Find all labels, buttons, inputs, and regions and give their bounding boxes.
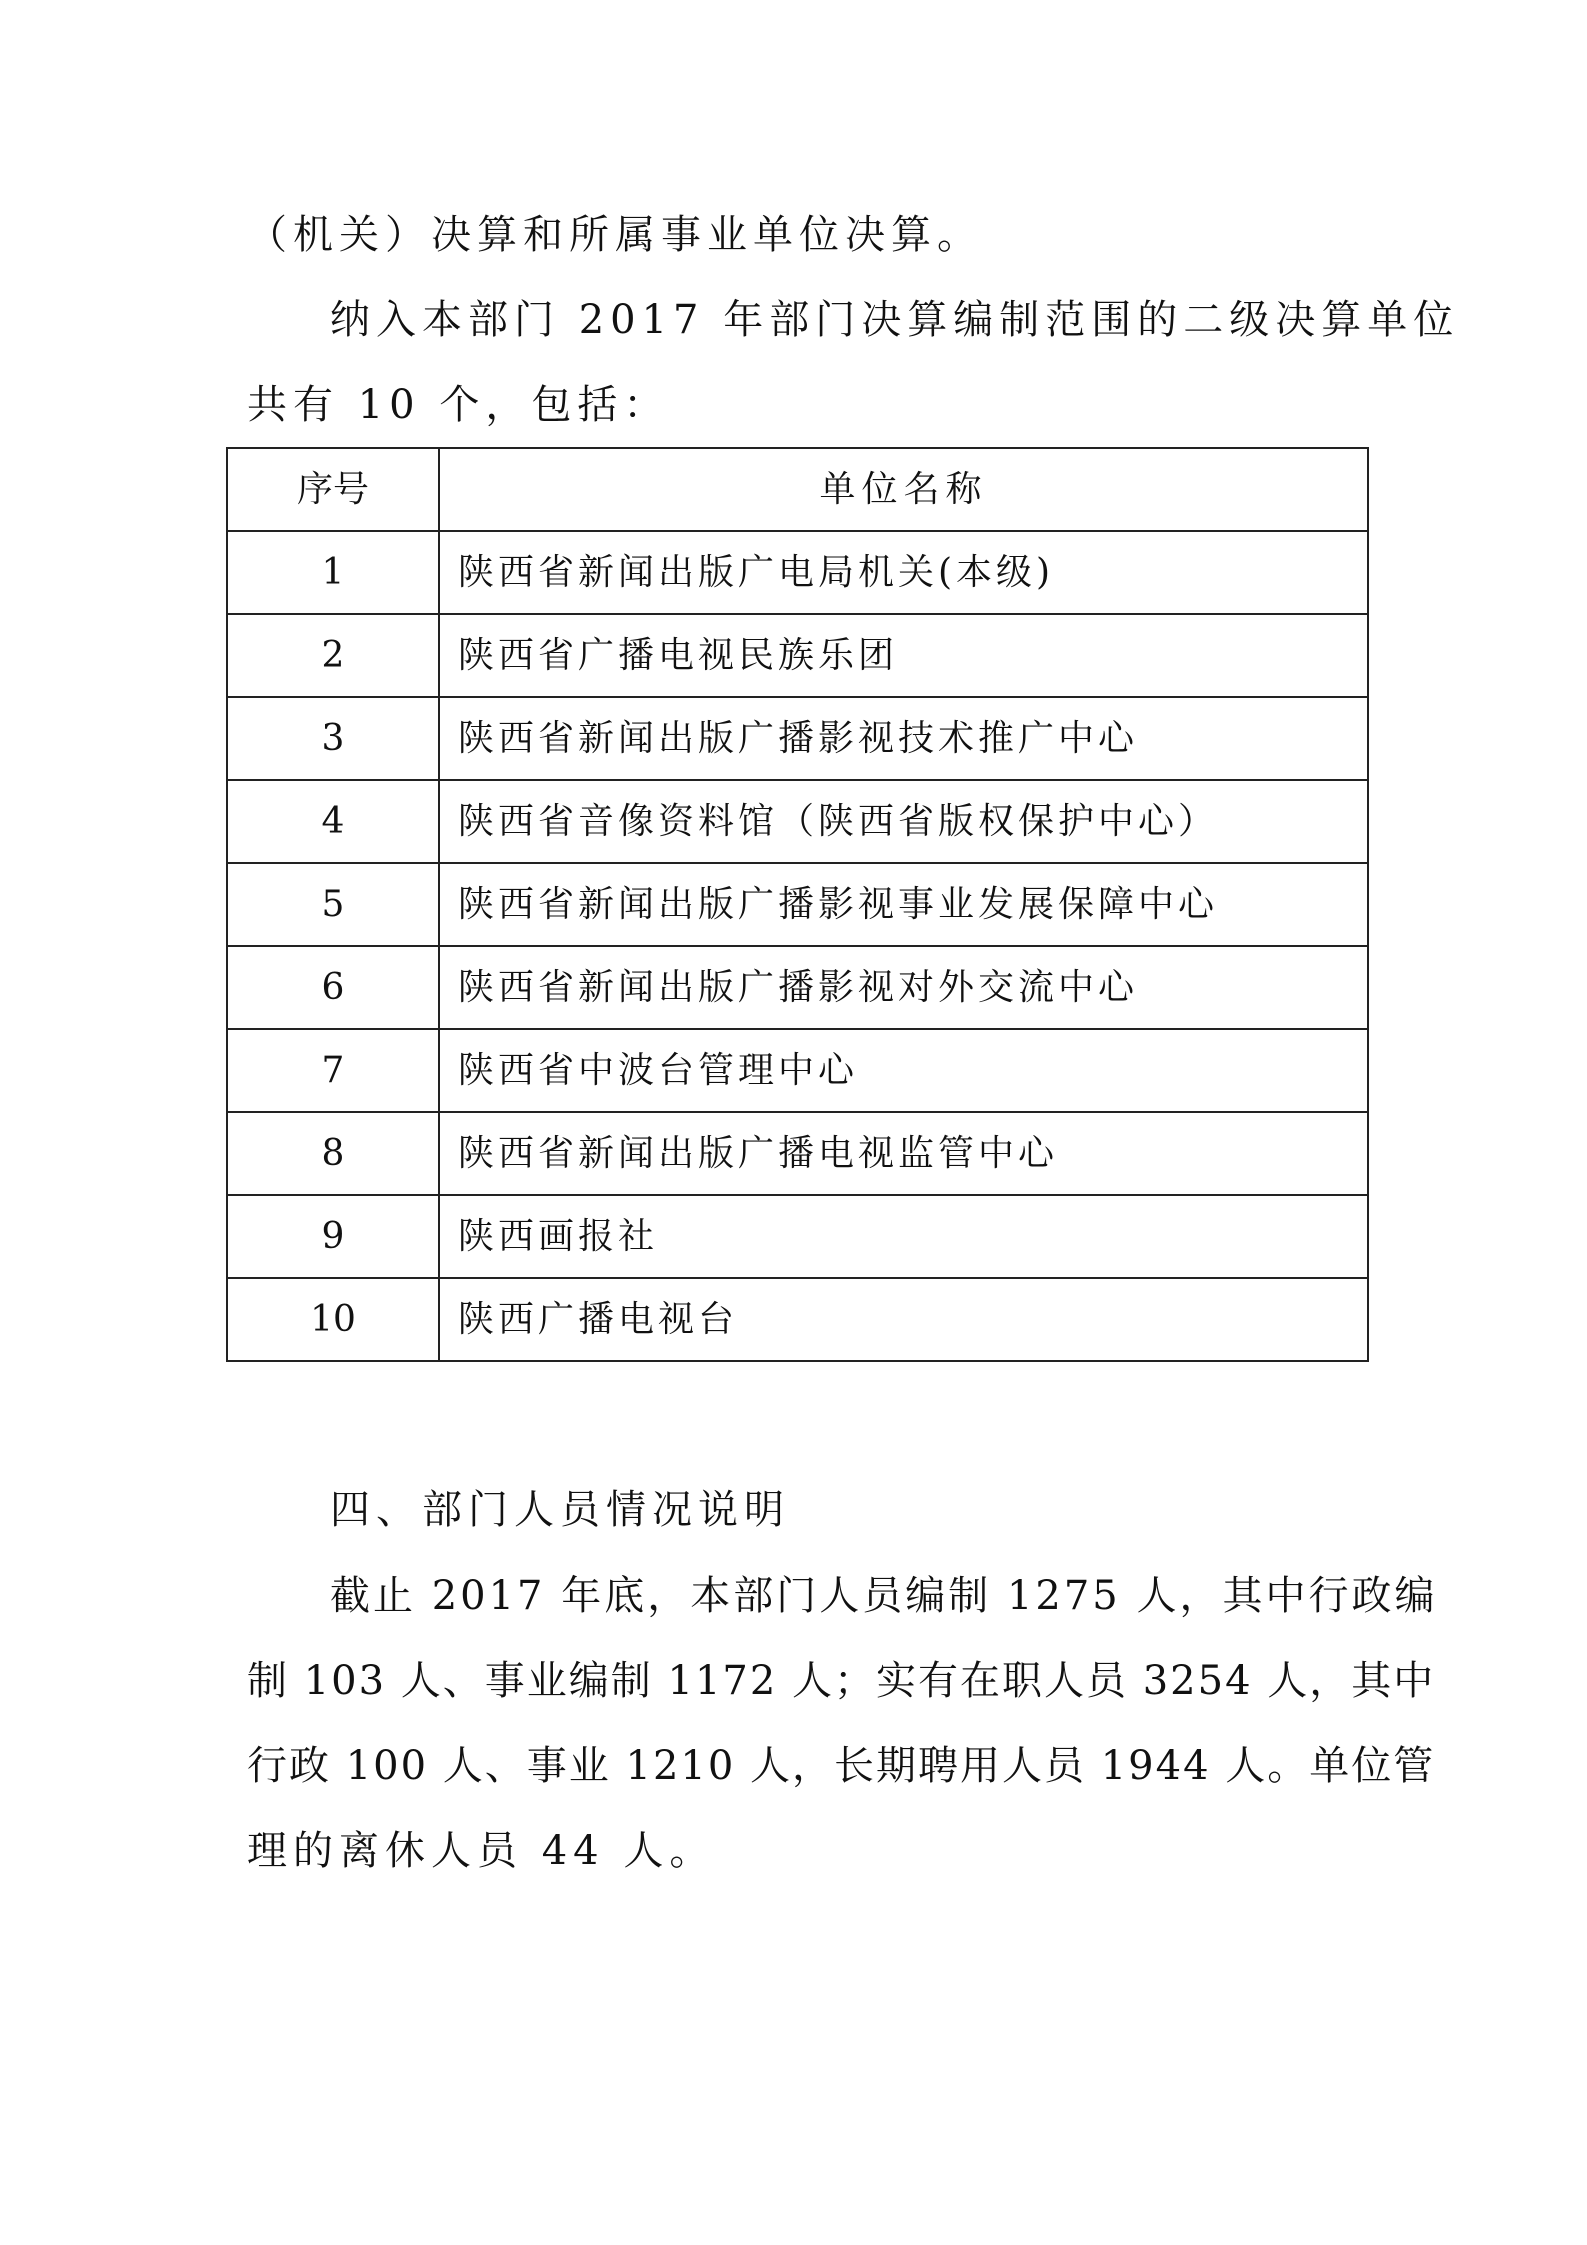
section-4-heading: 四、部门人员情况说明 (330, 1487, 790, 1533)
row-number: 3 (227, 697, 439, 780)
row-number: 8 (227, 1112, 439, 1195)
units-table (226, 447, 1369, 1362)
section-4-line-1: 截止 2017 年底，本部门人员编制 1275 人，其中行政编 (330, 1573, 1438, 1619)
row-unit-name: 陕西画报社 (439, 1195, 1368, 1278)
row-number: 7 (227, 1029, 439, 1112)
row-number: 2 (227, 614, 439, 697)
section-4-line-4: 理的离休人员 44 人。 (247, 1828, 716, 1874)
table-row (227, 946, 1368, 1029)
header-sequence-number: 序号 (227, 448, 439, 531)
table-row (227, 531, 1368, 614)
row-number: 1 (227, 531, 439, 614)
table-row (227, 1112, 1368, 1195)
row-unit-name: 陕西省新闻出版广播电视监管中心 (439, 1112, 1368, 1195)
header-unit-name: 单位名称 (439, 448, 1368, 531)
table-row (227, 863, 1368, 946)
table-row (227, 780, 1368, 863)
row-number: 6 (227, 946, 439, 1029)
row-unit-name: 陕西省中波台管理中心 (439, 1029, 1368, 1112)
table-row (227, 697, 1368, 780)
section-4-line-3: 行政 100 人、事业 1210 人，长期聘用人员 1944 人。单位管 (247, 1743, 1436, 1789)
table-row (227, 614, 1368, 697)
row-number: 9 (227, 1195, 439, 1278)
row-unit-name: 陕西省新闻出版广播影视技术推广中心 (439, 697, 1368, 780)
row-unit-name: 陕西省广播电视民族乐团 (439, 614, 1368, 697)
intro-line-3: 共有 10 个，包括： (247, 382, 670, 428)
row-number: 5 (227, 863, 439, 946)
table-row (227, 1029, 1368, 1112)
row-unit-name: 陕西省新闻出版广播影视事业发展保障中心 (439, 863, 1368, 946)
table-row (227, 1278, 1368, 1361)
table-row (227, 1195, 1368, 1278)
section-4-line-2: 制 103 人、事业编制 1172 人；实有在职人员 3254 人，其中 (247, 1658, 1436, 1704)
row-number: 10 (227, 1278, 439, 1361)
table-header-row (227, 448, 1368, 531)
row-unit-name: 陕西省新闻出版广电局机关(本级) (439, 531, 1368, 614)
intro-line-2: 纳入本部门 2017 年部门决算编制范围的二级决算单位 (330, 297, 1460, 343)
row-unit-name: 陕西广播电视台 (439, 1278, 1368, 1361)
intro-line-1: （机关）决算和所属事业单位决算。 (247, 212, 983, 258)
row-unit-name: 陕西省新闻出版广播影视对外交流中心 (439, 946, 1368, 1029)
row-unit-name: 陕西省音像资料馆（陕西省版权保护中心） (439, 780, 1368, 863)
row-number: 4 (227, 780, 439, 863)
